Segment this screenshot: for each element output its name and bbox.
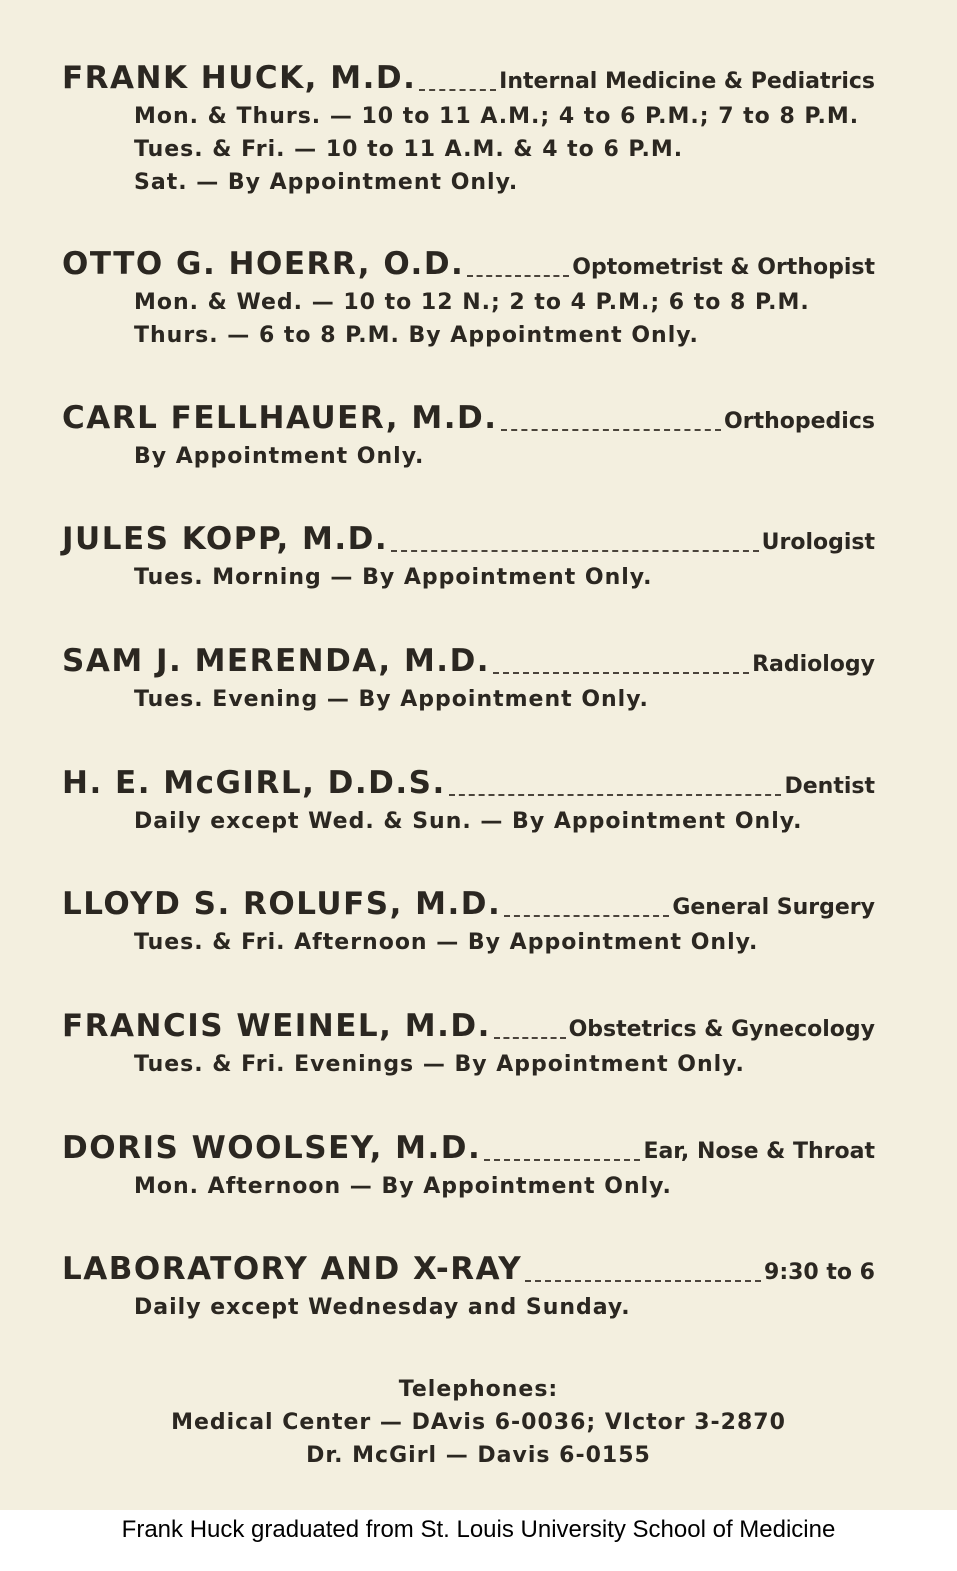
doctor-entry-huck — [0, 60, 957, 199]
hours-line: Tues. & Fri. Afternoon — By Appointment Only. — [134, 930, 759, 955]
photo-caption: Frank Huck graduated from St. Louis University School of Medicine — [121, 1516, 836, 1543]
service-hours: 9:30 to 6 — [764, 1260, 875, 1285]
doctor-name: CARL FELLHAUER, M.D. — [62, 400, 498, 436]
doctor-name: H. E. McGIRL, D.D.S. — [62, 765, 446, 801]
doctor-name: FRANCIS WEINEL, M.D. — [62, 1008, 491, 1044]
doctor-entry-kopp — [0, 521, 957, 594]
doctor-entry-mcgirl — [0, 765, 957, 838]
hours-line: Thurs. — 6 to 8 P.M. By Appointment Only. — [134, 323, 699, 348]
doctor-specialty: General Surgery — [672, 895, 875, 920]
doctor-name: OTTO G. HOERR, O.D. — [62, 246, 465, 282]
hours-line: Mon. Afternoon — By Appointment Only. — [134, 1174, 672, 1199]
dotted-leader — [493, 670, 749, 674]
hours-line: Sat. — By Appointment Only. — [134, 170, 519, 195]
hours-line: Tues. & Fri. Evenings — By Appointment Only. — [134, 1052, 745, 1077]
hours-line: Daily except Wednesday and Sunday. — [134, 1295, 631, 1320]
medical-center-phone: Medical Center — DAvis 6-0036; VIctor 3-2870 — [171, 1410, 786, 1435]
dotted-leader — [484, 1157, 640, 1161]
doctor-name: JULES KOPP, M.D. — [62, 521, 389, 557]
dr-mcgirl-phone: Dr. McGirl — Davis 6-0155 — [306, 1443, 651, 1468]
doctor-entry-hoerr — [0, 246, 957, 352]
dotted-leader — [504, 913, 669, 917]
hours-line: Tues. & Fri. — 10 to 11 A.M. & 4 to 6 P.M. — [134, 137, 684, 162]
doctor-name: FRANK HUCK, M.D. — [62, 60, 417, 96]
dotted-leader — [467, 273, 569, 277]
dotted-leader — [501, 427, 722, 431]
service-name: LABORATORY AND X-RAY — [62, 1251, 523, 1287]
dotted-leader — [391, 548, 758, 552]
hours-line: Tues. Evening — By Appointment Only. — [134, 687, 649, 712]
doctor-entry-rolufs — [0, 886, 957, 959]
hours-line: Mon. & Wed. — 10 to 12 N.; 2 to 4 P.M.; 6 to 8 P.M. — [134, 290, 810, 315]
doctor-entry-fellhauer — [0, 400, 957, 473]
hours-line: By Appointment Only. — [134, 444, 425, 469]
doctor-name: DORIS WOOLSEY, M.D. — [62, 1130, 482, 1166]
dotted-leader — [494, 1035, 566, 1039]
doctor-entry-woolsey — [0, 1130, 957, 1203]
telephones-heading: Telephones: — [398, 1377, 559, 1402]
doctor-specialty: Internal Medicine & Pediatrics — [499, 69, 875, 94]
dotted-leader — [419, 87, 496, 91]
doctor-specialty: Dentist — [784, 774, 875, 799]
telephones-block — [0, 1373, 957, 1472]
doctor-specialty: Radiology — [752, 652, 875, 677]
doctor-name: SAM J. MERENDA, M.D. — [62, 643, 491, 679]
doctor-specialty: Ear, Nose & Throat — [643, 1139, 875, 1164]
doctor-name: LLOYD S. ROLUFS, M.D. — [62, 886, 502, 922]
hours-line: Daily except Wed. & Sun. — By Appointment Only. — [134, 809, 803, 834]
doctor-specialty: Orthopedics — [724, 409, 875, 434]
hours-line: Tues. Morning — By Appointment Only. — [134, 565, 653, 590]
dotted-leader — [449, 792, 782, 796]
doctor-entry-weinel — [0, 1008, 957, 1081]
doctor-specialty: Obstetrics & Gynecology — [568, 1017, 875, 1042]
doctor-specialty: Optometrist & Orthopist — [572, 255, 875, 280]
dotted-leader — [525, 1278, 761, 1282]
hours-line: Mon. & Thurs. — 10 to 11 A.M.; 4 to 6 P.M.; 7 to 8 P.M. — [134, 104, 860, 129]
doctor-specialty: Urologist — [761, 530, 875, 555]
lab-xray-entry — [0, 1251, 957, 1324]
doctor-entry-merenda — [0, 643, 957, 716]
